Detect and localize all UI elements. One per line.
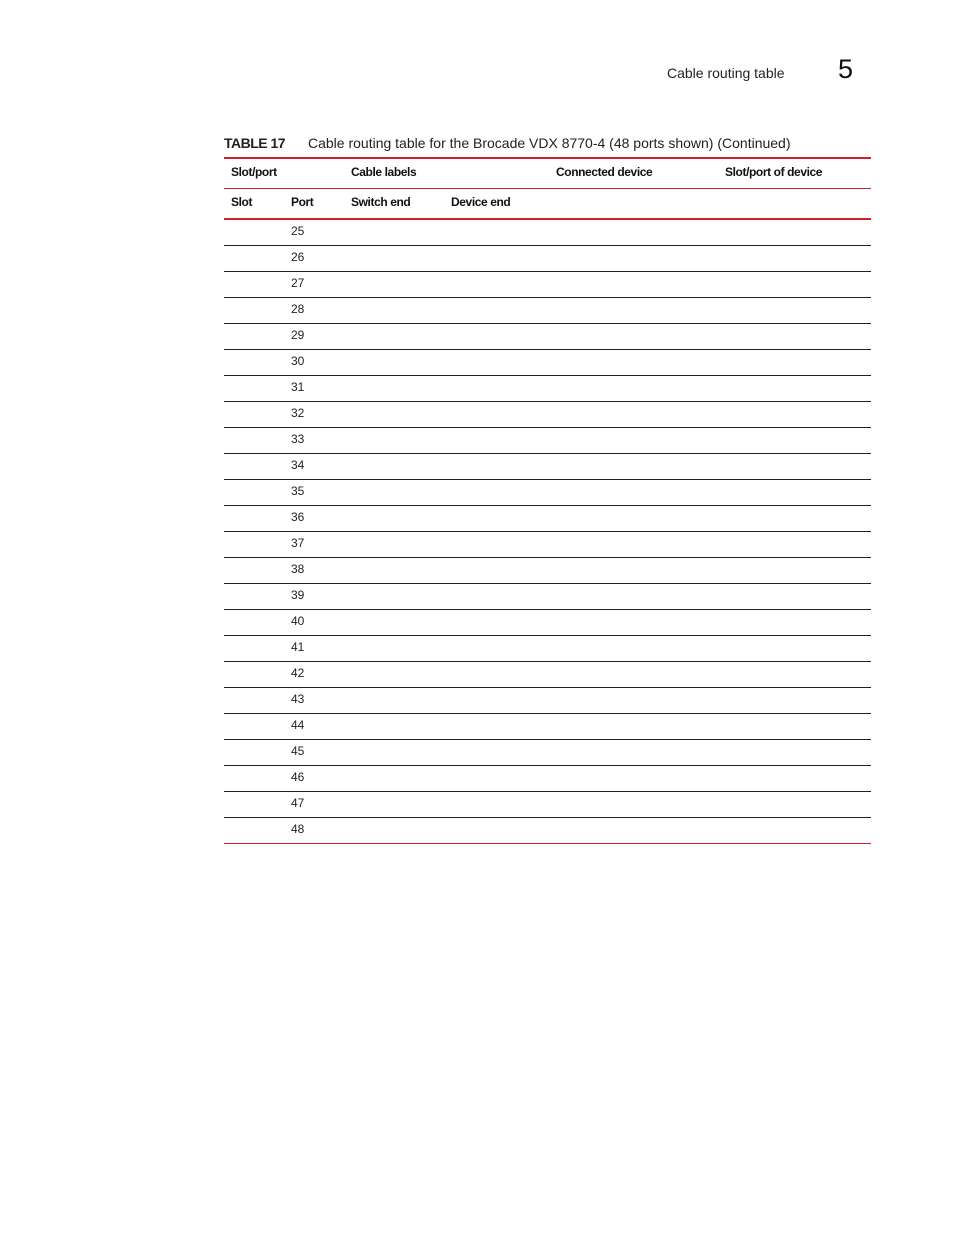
port-number: 31 [291,380,305,394]
table-row [224,220,871,246]
port-number: 48 [291,822,305,836]
table-body [224,220,871,844]
table-row [224,532,871,558]
port-number: 29 [291,328,305,342]
port-number: 27 [291,276,305,290]
header-row-2 [224,189,871,218]
port-number: 43 [291,692,305,706]
table-row [224,376,871,402]
table-row [224,350,871,376]
port-number: 28 [291,302,305,316]
table-row [224,428,871,454]
table-row [224,740,871,766]
port-number: 26 [291,250,305,264]
port-number: 34 [291,458,305,472]
table-label: TABLE 17 [224,135,286,151]
header-slot: Slot [231,195,253,209]
table-row [224,402,871,428]
header-connected-device: Connected device [556,165,653,179]
header-cable-labels: Cable labels [351,165,417,179]
table-row [224,454,871,480]
table-row [224,480,871,506]
port-number: 42 [291,666,305,680]
table-row [224,584,871,610]
table-row [224,688,871,714]
header-switch-end: Switch end [351,195,411,209]
header-row-1 [224,159,871,188]
table-title: Cable routing table for the Brocade VDX 8770-4 (48 ports shown) (Continued) [308,135,791,151]
port-number: 35 [291,484,305,498]
table-row [224,298,871,324]
header-slot-port-of-device: Slot/port of device [725,165,823,179]
table-row [224,662,871,688]
table-row [224,506,871,532]
table-row [224,246,871,272]
chapter-number: 5 [838,54,854,84]
table-row [224,818,871,844]
table-row [224,324,871,350]
port-number: 33 [291,432,305,446]
table-row [224,792,871,818]
table-caption [224,135,871,151]
port-number: 46 [291,770,305,784]
header-device-end: Device end [451,195,511,209]
table-row [224,558,871,584]
table-row [224,766,871,792]
table-row [224,272,871,298]
port-number: 39 [291,588,305,602]
running-head: Cable routing table [667,65,785,81]
table-row [224,636,871,662]
port-number: 44 [291,718,305,732]
header-port: Port [291,195,314,209]
port-number: 40 [291,614,305,628]
port-number: 41 [291,640,305,654]
cable-routing-table [224,157,871,844]
port-number: 30 [291,354,305,368]
port-number: 45 [291,744,305,758]
port-number: 37 [291,536,305,550]
table-row [224,714,871,740]
port-number: 38 [291,562,305,576]
port-number: 25 [291,224,305,238]
header-slot-port: Slot/port [231,165,277,179]
port-number: 47 [291,796,305,810]
port-number: 36 [291,510,305,524]
port-number: 32 [291,406,305,420]
table-row [224,610,871,636]
